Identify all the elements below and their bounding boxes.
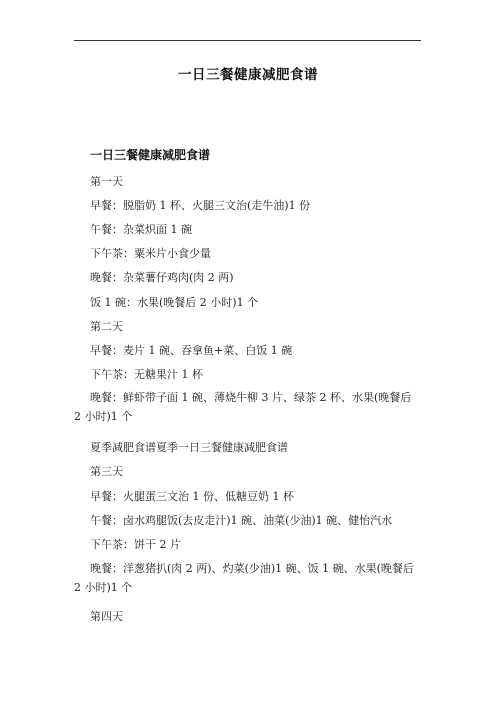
document-title: 一日三餐健康减肥食谱 [178, 67, 318, 83]
section-title: 一日三餐健康减肥食谱 [90, 148, 211, 162]
meal-line: 午餐：卤水鸡腿饭(去皮走汁)1 碗、油菜(少油)1 碗、健怡汽水 [90, 514, 393, 527]
day-heading: 第二天 [90, 320, 123, 333]
meal-line: 下午茶：粟米片小食少量 [90, 247, 211, 260]
meal-line: 早餐：火腿蛋三文治 1 份、低糖豆奶 1 杯 [90, 490, 294, 503]
day-heading: 第四天 [90, 610, 123, 623]
day-heading: 第三天 [90, 465, 123, 478]
meal-line-wrapped: 晚餐：鲜虾带子面 1 碗、薄烧牛柳 3 片、绿茶 2 杯、水果(晚餐后 2 小时)1 个 [74, 391, 412, 423]
meal-line: 午餐：杂菜炽面 1 碗 [90, 223, 192, 236]
meal-line: 晚餐：杂菜薯仔鸡肉(肉 2 两) [90, 271, 234, 284]
meal-line: 下午茶：饼干 2 片 [90, 538, 181, 551]
meal-line: 早餐：脱脂奶 1 杯、火腿三文治(走牛油)1 份 [90, 199, 311, 212]
meal-line: 下午茶：无糖果汁 1 杯 [90, 368, 203, 381]
meal-line: 饭 1 碗：水果(晚餐后 2 小时)1 个 [90, 296, 259, 309]
meal-line: 早餐：麦片 1 碗、吞拿鱼+菜、白饭 1 碗 [90, 344, 293, 357]
section-note: 夏季减肥食谱夏季一日三餐健康减肥食谱 [90, 441, 288, 454]
day-heading: 第一天 [90, 175, 123, 188]
meal-line-wrapped: 晚餐：洋葱猪扒(肉 2 两)、灼菜(少油)1 碗、饭 1 碗、水果(晚餐后 2 小时)1 个 [74, 562, 414, 594]
header-rule [74, 40, 421, 41]
